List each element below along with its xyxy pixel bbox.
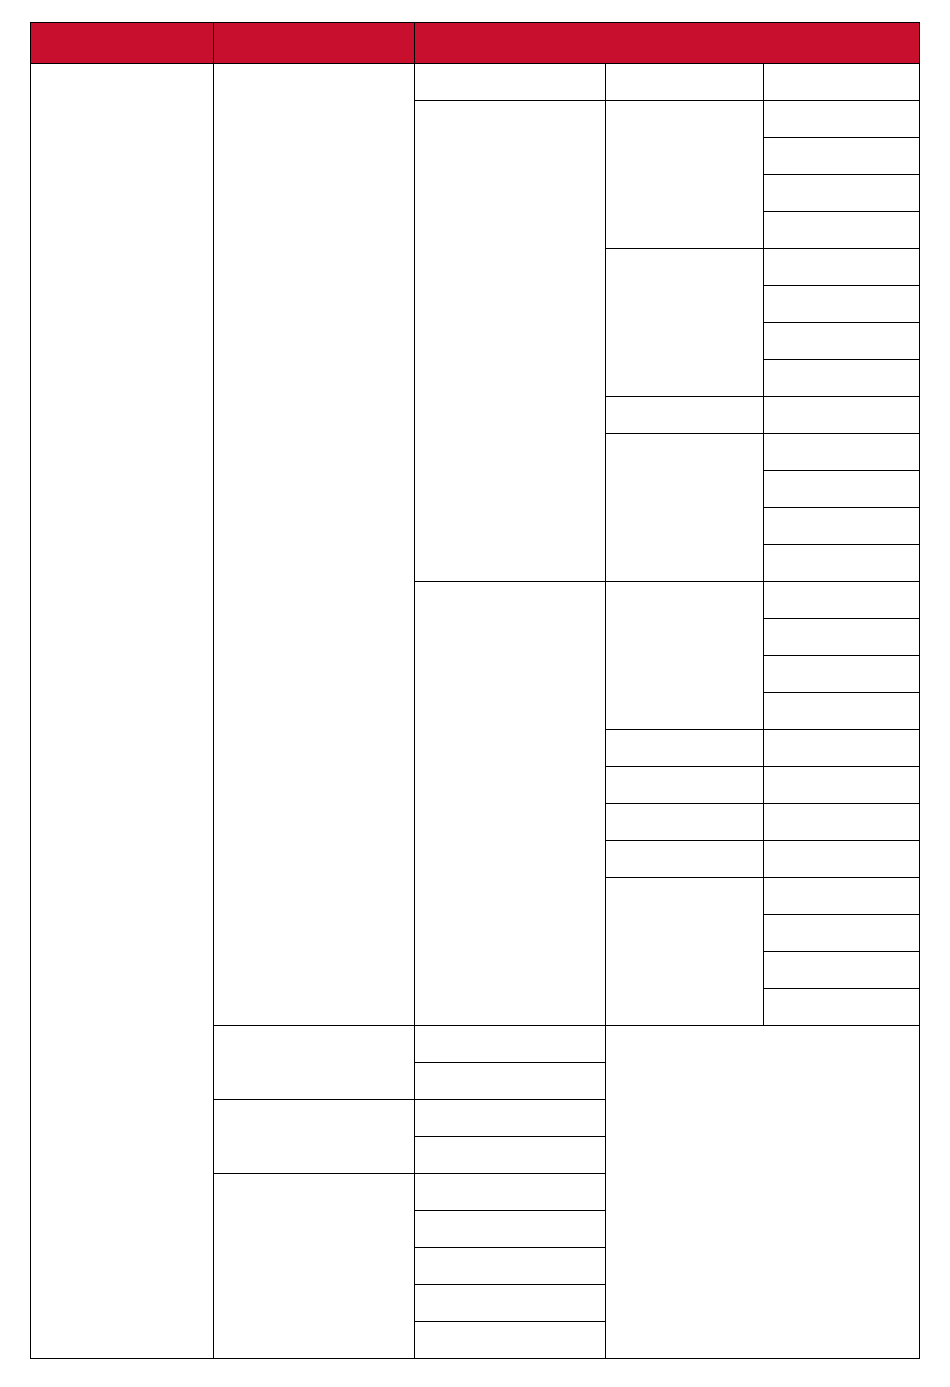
value-cell: [764, 730, 920, 767]
value-cell: [764, 656, 920, 693]
option-cell: [606, 804, 764, 841]
value-cell: [764, 249, 920, 286]
option-subgroup-cell: [606, 582, 764, 730]
option-cell: [606, 730, 764, 767]
option-cell: [606, 397, 764, 434]
option-group-cell: [415, 101, 606, 582]
sub-menu-cell: [214, 64, 415, 1026]
header-cell-sub-menu: [214, 23, 415, 64]
option-cell: [606, 64, 764, 101]
description-cell: [606, 1026, 920, 1359]
value-cell: [764, 138, 920, 175]
osd-menu-table: [30, 22, 920, 1359]
option-cell: [606, 767, 764, 804]
value-cell: [764, 471, 920, 508]
value-cell: [764, 397, 920, 434]
value-cell: [764, 582, 920, 619]
option-cell: [415, 1174, 606, 1211]
value-cell: [764, 323, 920, 360]
option-cell: [415, 1137, 606, 1174]
main-menu-cell: [31, 64, 214, 1359]
value-cell: [764, 767, 920, 804]
value-cell: [764, 989, 920, 1026]
value-cell: [764, 693, 920, 730]
value-cell: [764, 619, 920, 656]
value-cell: [764, 804, 920, 841]
table-body: [31, 64, 920, 1359]
option-subgroup-cell: [606, 101, 764, 249]
option-group-cell: [415, 582, 606, 1026]
value-cell: [764, 878, 920, 915]
value-cell: [764, 212, 920, 249]
sub-menu-cell: [214, 1100, 415, 1174]
value-cell: [764, 64, 920, 101]
sub-menu-cell: [214, 1174, 415, 1359]
value-cell: [764, 545, 920, 582]
option-cell: [415, 1063, 606, 1100]
value-cell: [764, 508, 920, 545]
option-subgroup-cell: [606, 434, 764, 582]
value-cell: [764, 175, 920, 212]
value-cell: [764, 101, 920, 138]
option-cell: [606, 841, 764, 878]
sub-menu-cell: [214, 1026, 415, 1100]
option-cell: [415, 1026, 606, 1063]
option-subgroup-cell: [606, 878, 764, 1026]
option-subgroup-cell: [606, 249, 764, 397]
value-cell: [764, 915, 920, 952]
option-cell: [415, 1248, 606, 1285]
table-row: [31, 64, 920, 101]
header-cell-menu-option: [415, 23, 920, 64]
header-row: [31, 23, 920, 64]
option-cell: [415, 1211, 606, 1248]
value-cell: [764, 952, 920, 989]
option-cell: [415, 1100, 606, 1137]
value-cell: [764, 434, 920, 471]
option-cell: [415, 1285, 606, 1322]
value-cell: [764, 841, 920, 878]
option-cell: [415, 64, 606, 101]
header-cell-main-menu: [31, 23, 214, 64]
option-cell: [415, 1322, 606, 1359]
value-cell: [764, 360, 920, 397]
value-cell: [764, 286, 920, 323]
